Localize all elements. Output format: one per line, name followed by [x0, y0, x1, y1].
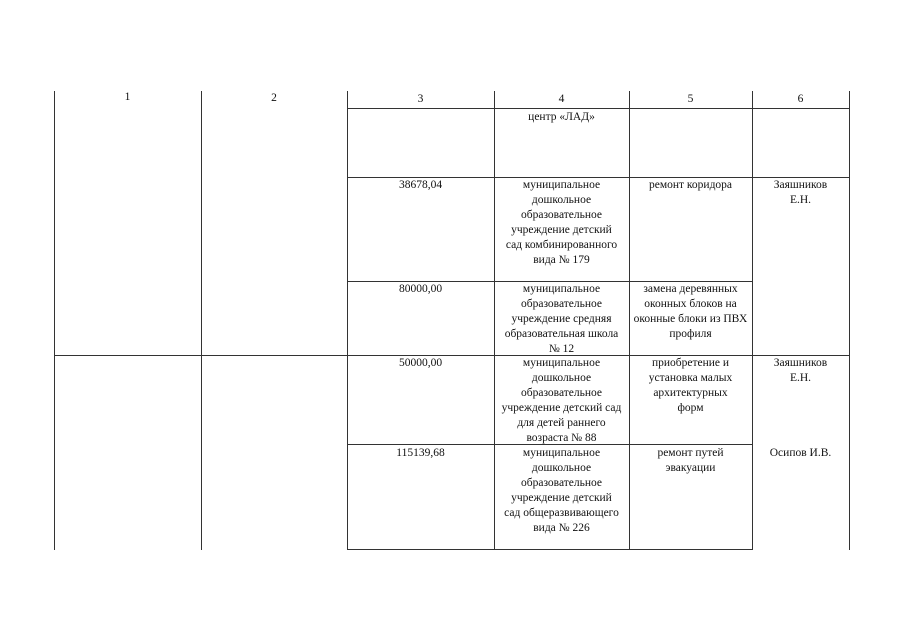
responsible-person-cell: Заяшников Е.Н.: [773, 179, 828, 206]
work-cell: ремонт коридора: [648, 179, 733, 191]
column-divider-6: [752, 91, 753, 550]
amount-cell: 38678,04: [398, 179, 443, 191]
column-header-1: 1: [124, 91, 131, 103]
organization-cell: муниципальное дошкольное образовательное учреждение детский сад для детей раннего возраста № 88: [501, 357, 622, 444]
table-border-right: [849, 91, 850, 550]
work-cell: замена деревянных оконных блоков на оконные блоки из ПВХ профиля: [633, 283, 748, 340]
column-header-4: 4: [558, 93, 565, 105]
responsible-person-cell: Осипов И.В.: [769, 447, 832, 459]
column-divider-3: [347, 91, 348, 550]
amount-cell: 50000,00: [398, 357, 443, 369]
organization-cell: муниципальное дошкольное образовательное учреждение детский сад общеразвивающего вида № 226: [504, 447, 619, 534]
table-border-left: [54, 91, 55, 550]
work-cell: приобретение и установка малых архитектурных форм: [648, 357, 733, 414]
column-divider-4: [494, 91, 495, 550]
work-cell: ремонт путей эвакуации: [657, 447, 724, 474]
amount-cell: 115139,68: [396, 447, 445, 459]
column-header-2: 2: [271, 92, 277, 104]
column-header-5: 5: [687, 93, 694, 105]
column-header-6: 6: [797, 93, 804, 105]
column-divider-5: [629, 91, 630, 550]
organization-cell: муниципальное образовательное учреждение средняя образовательная школа № 12: [504, 283, 619, 355]
header-bottom-line: [347, 108, 849, 109]
responsible-person-cell: Заяшников Е.Н.: [773, 357, 828, 384]
table-bottom-line: [347, 549, 752, 550]
organization-cell: муниципальное дошкольное образовательное учреждение детский сад комбинированного вида № 179: [505, 179, 618, 266]
column-divider-2: [201, 91, 202, 550]
organization-cell: центр «ЛАД»: [528, 111, 595, 123]
column-header-3: 3: [417, 93, 424, 105]
amount-cell: 80000,00: [398, 283, 443, 295]
